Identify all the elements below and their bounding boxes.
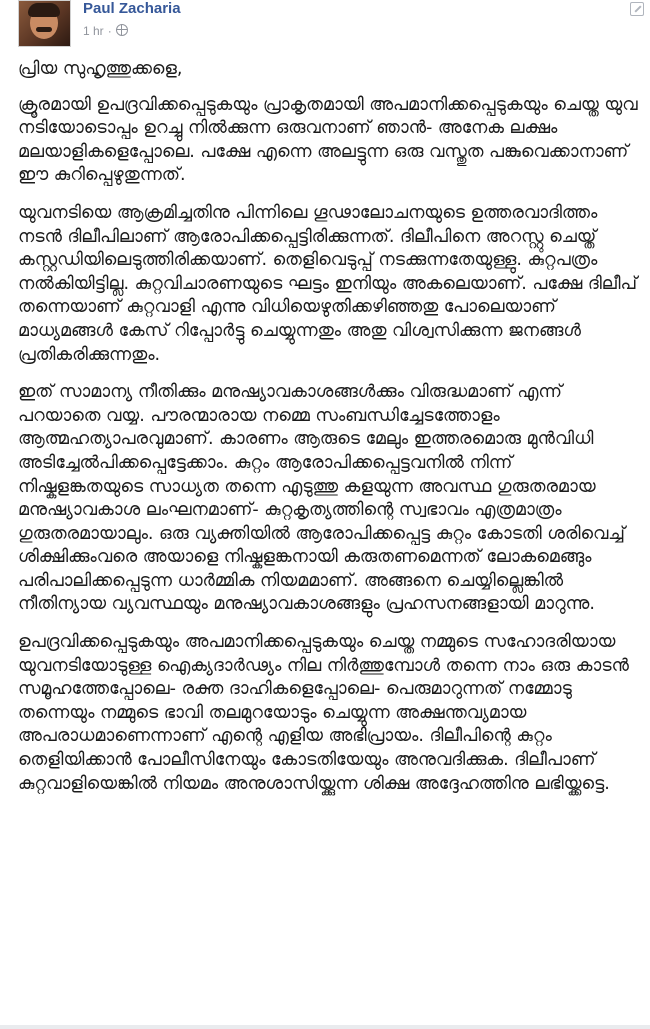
greeting-text: പ്രിയ സുഹൃത്തുക്കളെ, [18,59,183,79]
meta-separator: · [107,24,112,38]
avatar-hair [28,3,60,17]
timestamp-link[interactable]: 1 hr [83,24,104,38]
post-body [18,58,638,810]
post-bottom-divider [0,1025,650,1029]
paragraph-2: യുവനടിയെ ആക്രമിച്ചതിനു പിന്നിലെ ഗൂഢാലോചനയുടെ ഉത്തരവാദിത്തം നടൻ ദിലീപിലാണ് ആരോപിക്കപ്പെട്ടിരിക്കുന്നത്. ദിലീപിനെ അറസ്റ്റു ചെയ്ത് കസ്റ്റഡിയിലെടുത്തിരിക്കയാണ്. തെളിവെടുപ്പ് നടക്കുന്നതേയുള്ളു. കുറ്റപത്രം നൽകിയിട്ടില്ല. കുറ്റവിചാരണയുടെ ഘട്ടം ഇനിയും അകലെയാണ്. പക്ഷേ ദിലീപ് തന്നെയാണ് കുറ്റവാളി എന്നു വിധിയെഴുതിക്കഴിഞ്ഞതു പോലെയാണ് മാധ്യമങ്ങൾ കേസ് റിപ്പോർട്ടു ചെയ്യുന്നതും അതു വിശ്വസിക്കുന്ന ജനങ്ങൾ പ്രതികരിക്കുന്നതും. [18,202,638,365]
avatar-mustache [36,27,52,32]
post-header [0,0,650,48]
avatar[interactable] [18,0,71,47]
edit-icon[interactable] [630,2,644,16]
globe-icon[interactable] [116,24,128,36]
paragraph-3: ഇത് സാമാന്യ നീതിക്കും മനുഷ്യാവകാശങ്ങൾക്കും വിരുദ്ധമാണ് എന്ന് പറയാതെ വയ്യ. പൗരന്മാരായ നമ്മെ സംബന്ധിച്ചേടത്തോളം ആത്മഹത്യാപരവുമാണ്. കാരണം ആരുടെ മേലും ഇത്തരമൊരു മുൻവിധി അടിച്ചേൽപിക്കപ്പെട്ടേക്കാം. കുറ്റം ആരോപിക്കപ്പെട്ടവനിൽ നിന്ന് നിഷ്കളങ്കതയുടെ സാധ്യത തന്നെ എടുത്തു കളയുന്ന അവസ്ഥ ഗുരുതരമായ മനുഷ്യാവകാശ ലംഘനമാണ്- കുറ്റകൃത്യത്തിന്റെ സ്വഭാവം എത്രമാത്രം ഗുരുതരമായാലും. ഒരു വ്യക്തിയിൽ ആരോപിക്കപ്പെട്ട കുറ്റം കോടതി ശരിവെച്ച് ശിക്ഷിക്കുംവരെ അയാളെ നിഷ്കളങ്കനായി കരുതണമെന്നത് ലോകമെങ്ങും പരിപാലിക്കപ്പെടുന്ന ധാർമ്മിക നിയമമാണ്. അങ്ങനെ ചെയ്യില്ലെങ്കിൽ നീതിന്യായ വ്യവസ്ഥയും മനുഷ്യാവകാശങ്ങളും പ്രഹസനങ്ങളായി മാറുന്നു. [18,382,625,615]
paragraph-4: ഉപദ്രവിക്കപ്പെടുകയും അപമാനിക്കപ്പെടുകയും ചെയ്ത നമ്മുടെ സഹോദരിയായ യുവനടിയോടുള്ള ഐക്യദാർഢ്യം നില നിർത്തുമ്പോൾ തന്നെ നാം ഒരു കാടൻ സമൂഹത്തേപ്പോലെ- രക്ത ദാഹികളെപ്പോലെ- പെരുമാറുന്നത് നമ്മോടു തന്നെയും നമ്മുടെ ഭാവി തലമുറയോടും ചെയ്യുന്ന അക്ഷന്തവ്യമായ അപരാധമാണെന്നാണ് എന്റെ എളിയ അഭിപ്രായം. ദിലീപിന്റെ കുറ്റം തെളിയിക്കാൻ പോലീസിനേയും കോടതിയേയും അനുവദിക്കുക. ദിലീപാണ് കുറ്റവാളിയെങ്കിൽ നിയമം അനുശാസിയ്ക്കുന്ന ശിക്ഷ അദ്ദേഹത്തിനു ലഭിയ്ക്കട്ടെ. [18,632,629,794]
paragraph-1: ക്രൂരമായി ഉപദ്രവിക്കപ്പെടുകയും പ്രാകൃതമായി അപമാനിക്കപ്പെടുകയും ചെയ്ത യുവ നടിയോടൊപ്പം ഉറച്ചു നിൽക്കുന്ന ഒരുവനാണ് ഞാൻ- അനേക ലക്ഷം മലയാളികളെപ്പോലെ. പക്ഷേ എന്നെ അലട്ടുന്ന ഒരു വസ്തുത പങ്കുവെക്കാനാണ് ഈ കുറിപ്പെഴുതുന്നത്. [18,94,638,186]
post-meta [83,24,128,38]
author-name-link[interactable]: Paul Zacharia [83,0,181,17]
